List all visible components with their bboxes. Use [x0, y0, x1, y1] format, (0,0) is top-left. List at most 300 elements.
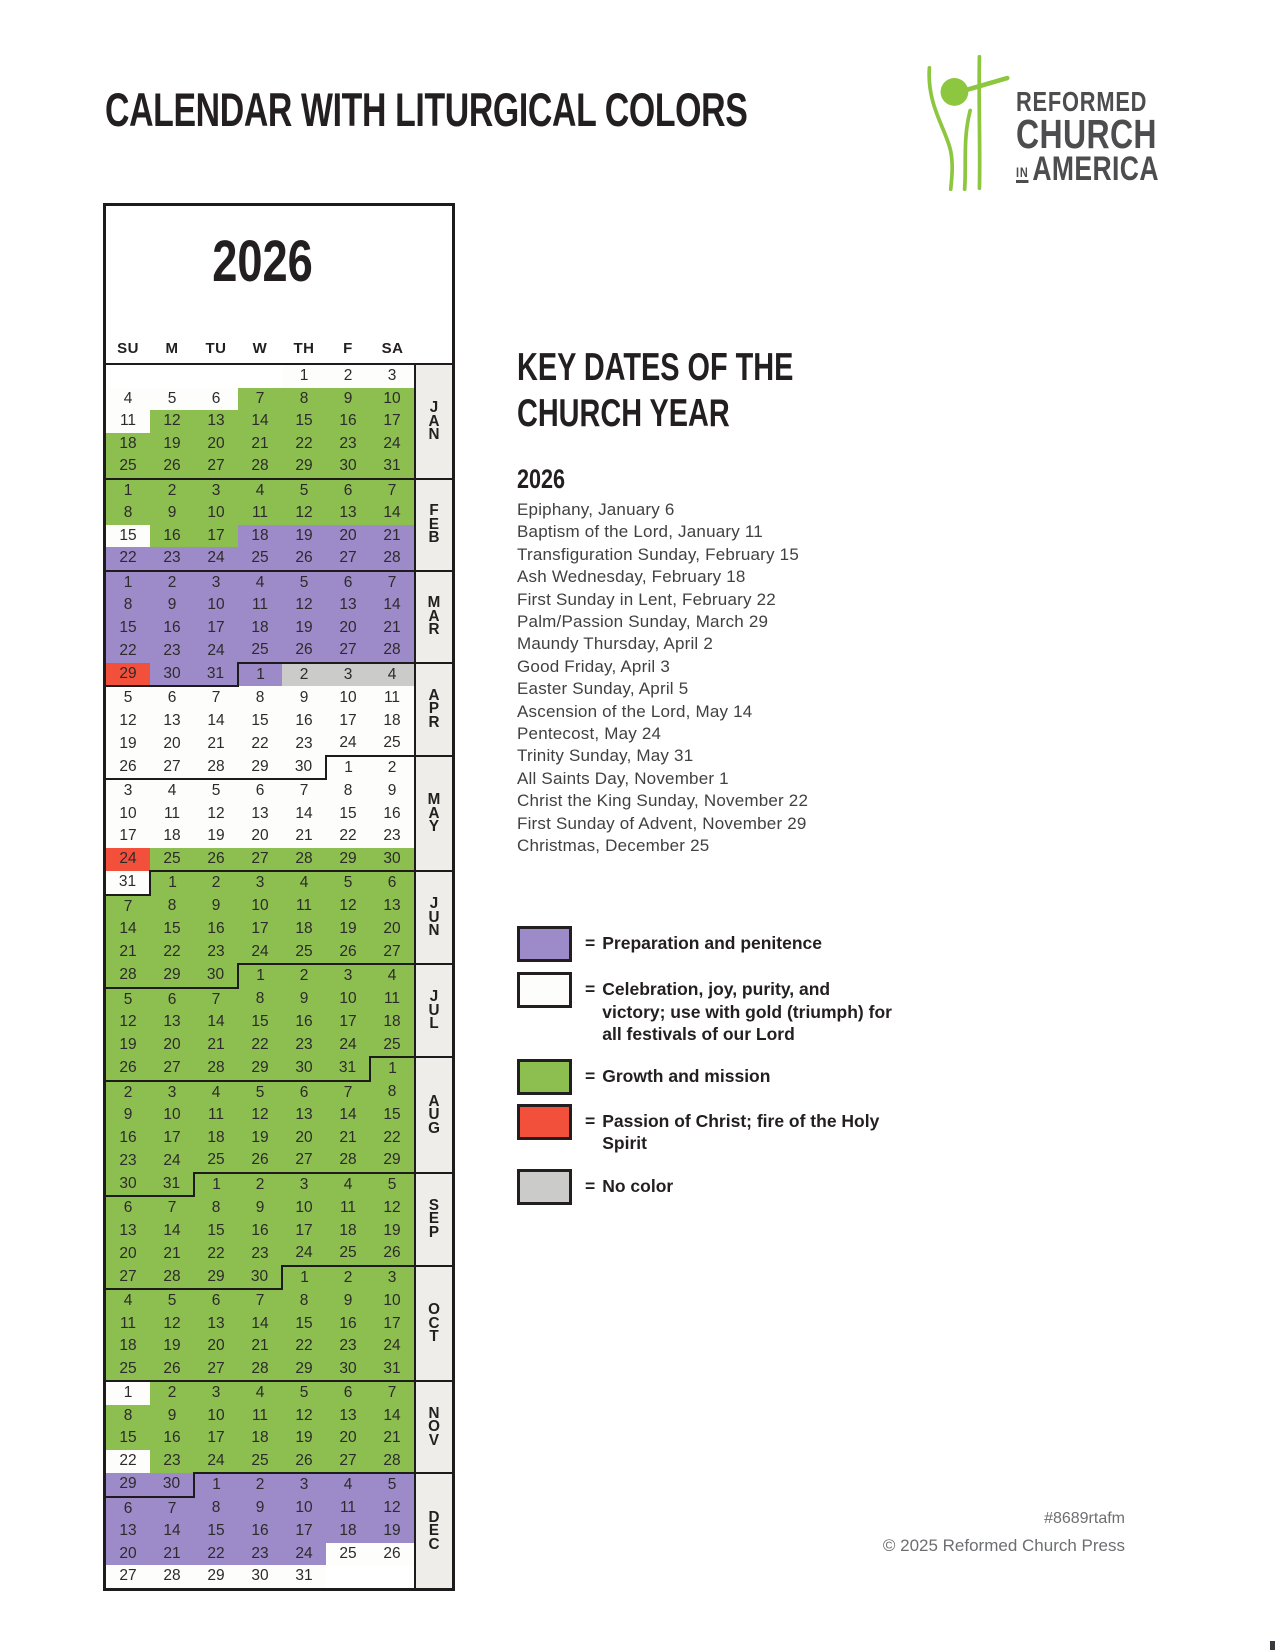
legend-item-white [517, 972, 967, 1046]
day-cell: 18 [150, 825, 194, 848]
day-cell: 27 [370, 941, 415, 965]
legend-swatch-purple [517, 926, 572, 962]
day-cell: 16 [282, 1011, 326, 1034]
day-cell: 7 [194, 988, 238, 1012]
equals-sign: = [585, 1175, 596, 1196]
key-date-item: Epiphany, January 6 [517, 500, 675, 519]
day-cell: 9 [238, 1497, 282, 1521]
day-cell: 3 [370, 364, 415, 388]
key-date-item: All Saints Day, November 1 [517, 768, 729, 788]
day-cell: 14 [106, 918, 150, 941]
day-cell: 5 [106, 988, 150, 1012]
day-cell: 24 [326, 732, 370, 756]
calendar-grid-body [106, 364, 452, 1588]
day-cell: 5 [150, 388, 194, 411]
day-cell: 3 [150, 1081, 194, 1105]
day-cell: 11 [326, 1196, 370, 1220]
day-cell: 23 [150, 547, 194, 571]
day-cell: 4 [370, 663, 415, 687]
day-cell: 16 [326, 410, 370, 433]
day-cell: 3 [326, 964, 370, 988]
day-cell: 7 [370, 479, 415, 503]
month-label-jul: J U L [415, 964, 452, 1057]
day-cell: 22 [282, 1335, 326, 1358]
day-cell: 3 [282, 1473, 326, 1497]
legend-swatch-red [517, 1104, 572, 1140]
calendar-week-row [106, 1520, 452, 1543]
day-cell: 15 [194, 1520, 238, 1543]
equals-sign: = [585, 1065, 596, 1086]
day-cell: 14 [370, 1405, 415, 1428]
day-cell: 9 [194, 895, 238, 919]
day-cell: 24 [282, 1543, 326, 1566]
calendar-week-row [106, 639, 452, 663]
day-cell: 13 [150, 710, 194, 733]
page-title-text: CALENDAR WITH LITURGICAL COLORS [105, 83, 748, 136]
month-label-feb: F E B [415, 479, 452, 571]
calendar-week-row [106, 1266, 452, 1290]
calendar-week-row [106, 364, 452, 388]
day-cell: 24 [238, 941, 282, 965]
logo-line-in-america [1016, 150, 1159, 188]
equals-sign: = [585, 933, 596, 953]
day-cell: 4 [238, 1381, 282, 1405]
day-cell: 15 [106, 525, 150, 548]
day-cell: 8 [106, 594, 150, 617]
day-cell: 19 [370, 1220, 415, 1243]
day-cell: 1 [370, 1057, 415, 1081]
day-cell: 16 [238, 1220, 282, 1243]
day-cell: 28 [238, 455, 282, 479]
calendar-week-row [106, 1034, 452, 1058]
calendar-week-row [106, 1127, 452, 1150]
empty-cell [194, 364, 238, 388]
day-cell: 9 [238, 1196, 282, 1220]
day-cell: 12 [238, 1104, 282, 1127]
legend-swatch-gray [517, 1169, 572, 1205]
day-cell: 25 [150, 848, 194, 872]
day-cell: 21 [150, 1242, 194, 1266]
day-cell: 1 [326, 756, 370, 780]
day-cell: 4 [238, 479, 282, 503]
day-cell: 27 [106, 1266, 150, 1290]
day-cell: 19 [106, 732, 150, 756]
day-header-tu: TU [194, 316, 238, 364]
legend-swatch-white [517, 972, 572, 1008]
day-cell: 6 [150, 988, 194, 1012]
day-cell: 8 [106, 502, 150, 525]
day-cell: 2 [238, 1173, 282, 1197]
day-cell: 2 [326, 1266, 370, 1290]
day-cell: 16 [282, 710, 326, 733]
calendar-week-row [106, 1196, 452, 1220]
day-cell: 30 [370, 848, 415, 872]
day-cell: 15 [238, 710, 282, 733]
logo-text [1016, 50, 1159, 195]
day-cell: 11 [282, 895, 326, 919]
month-label-apr: A P R [415, 663, 452, 756]
day-cell: 26 [150, 455, 194, 479]
day-cell: 15 [106, 617, 150, 640]
legend-label [585, 1059, 770, 1088]
day-cell: 28 [370, 639, 415, 663]
day-cell: 2 [150, 571, 194, 595]
day-cell: 25 [238, 639, 282, 663]
day-cell: 20 [370, 918, 415, 941]
day-cell: 2 [326, 364, 370, 388]
day-cell: 10 [326, 988, 370, 1012]
rca-figure-cross-icon [922, 50, 1010, 195]
month-label-nov: N O V [415, 1381, 452, 1473]
day-cell: 16 [150, 617, 194, 640]
day-cell: 20 [150, 1034, 194, 1058]
day-cell: 21 [150, 1543, 194, 1566]
day-cell: 16 [150, 525, 194, 548]
day-cell: 28 [326, 1149, 370, 1173]
legend-item-gray [517, 1169, 967, 1205]
day-cell: 6 [194, 1289, 238, 1313]
day-cell: 9 [282, 686, 326, 710]
calendar-week-row [106, 1405, 452, 1428]
day-cell: 26 [282, 547, 326, 571]
day-cell: 5 [238, 1081, 282, 1105]
day-cell: 27 [150, 1057, 194, 1081]
day-cell: 26 [106, 1057, 150, 1081]
day-cell: 2 [370, 756, 415, 780]
day-cell: 11 [194, 1104, 238, 1127]
day-cell: 10 [238, 895, 282, 919]
day-cell: 19 [150, 1335, 194, 1358]
day-cell: 13 [282, 1104, 326, 1127]
day-cell: 27 [326, 1450, 370, 1474]
footer [705, 1506, 1125, 1559]
day-cell: 19 [326, 918, 370, 941]
day-cell: 4 [370, 964, 415, 988]
day-cell: 22 [150, 941, 194, 965]
day-cell: 8 [282, 388, 326, 411]
day-cell: 13 [194, 410, 238, 433]
day-cell: 16 [238, 1520, 282, 1543]
day-cell: 30 [194, 964, 238, 988]
day-cell: 12 [282, 1405, 326, 1428]
day-cell: 17 [282, 1220, 326, 1243]
calendar-week-row [106, 1450, 452, 1474]
day-cell: 26 [106, 756, 150, 780]
day-cell: 5 [370, 1173, 415, 1197]
calendar-week-row [106, 502, 452, 525]
day-cell: 17 [194, 525, 238, 548]
day-cell: 29 [282, 1358, 326, 1382]
key-dates-heading-line2: CHURCH YEAR [517, 392, 730, 435]
calendar-week-row [106, 479, 452, 503]
day-cell: 27 [194, 455, 238, 479]
calendar-week-row [106, 1335, 452, 1358]
day-cell: 23 [150, 639, 194, 663]
day-cell: 23 [194, 941, 238, 965]
day-cell: 27 [326, 547, 370, 571]
day-cell: 20 [238, 825, 282, 848]
day-cell: 4 [238, 571, 282, 595]
key-date-item: Good Friday, April 3 [517, 656, 670, 676]
day-cell: 21 [370, 1427, 415, 1450]
day-cell: 18 [370, 1011, 415, 1034]
calendar-week-row [106, 756, 452, 780]
day-cell: 10 [326, 686, 370, 710]
day-cell: 2 [106, 1081, 150, 1105]
day-cell: 28 [106, 964, 150, 988]
day-cell: 26 [370, 1543, 415, 1566]
day-cell: 21 [106, 941, 150, 965]
footer-copyright: © 2025 Reformed Church Press [882, 1536, 1125, 1555]
legend-item-purple [517, 926, 967, 962]
page-title [105, 82, 997, 137]
day-cell: 17 [326, 1011, 370, 1034]
day-cell: 25 [370, 1034, 415, 1058]
calendar-week-row [106, 1381, 452, 1405]
calendar-week-row [106, 525, 452, 548]
key-date-item: Trinity Sunday, May 31 [517, 746, 694, 766]
day-cell: 16 [370, 803, 415, 826]
day-cell: 23 [106, 1149, 150, 1173]
day-cell: 6 [106, 1497, 150, 1521]
day-cell: 30 [238, 1565, 282, 1588]
legend-label [585, 972, 894, 1046]
day-cell: 20 [150, 732, 194, 756]
calendar-week-row [106, 1289, 452, 1313]
day-cell: 4 [194, 1081, 238, 1105]
calendar-week-row [106, 571, 452, 595]
day-cell: 8 [238, 686, 282, 710]
day-cell: 18 [106, 433, 150, 456]
day-cell: 11 [326, 1497, 370, 1521]
key-date-item: Baptism of the Lord, January 11 [517, 522, 763, 542]
day-cell: 14 [326, 1104, 370, 1127]
key-date-item: First Sunday in Lent, February 22 [517, 589, 776, 609]
day-cell: 8 [238, 988, 282, 1012]
day-cell: 12 [326, 895, 370, 919]
calendar-week-row [106, 1057, 452, 1081]
day-cell: 16 [106, 1127, 150, 1150]
day-cell: 4 [282, 871, 326, 895]
key-date-item: Ash Wednesday, February 18 [517, 567, 746, 587]
day-cell: 11 [238, 594, 282, 617]
day-cell: 12 [282, 502, 326, 525]
day-cell: 19 [282, 617, 326, 640]
day-cell: 3 [106, 779, 150, 803]
day-cell: 18 [238, 1427, 282, 1450]
calendar-week-row [106, 594, 452, 617]
day-cell: 24 [370, 1335, 415, 1358]
day-cell: 22 [238, 1034, 282, 1058]
day-cell: 1 [194, 1173, 238, 1197]
day-cell: 28 [194, 1057, 238, 1081]
day-cell: 13 [326, 594, 370, 617]
day-cell: 24 [150, 1149, 194, 1173]
day-cell: 10 [194, 594, 238, 617]
day-cell: 1 [282, 364, 326, 388]
day-cell: 28 [238, 1358, 282, 1382]
day-cell: 29 [238, 756, 282, 780]
day-cell: 23 [238, 1242, 282, 1266]
day-cell: 13 [326, 502, 370, 525]
day-cell: 23 [370, 825, 415, 848]
day-cell: 30 [326, 455, 370, 479]
day-cell: 31 [370, 1358, 415, 1382]
day-cell: 5 [282, 571, 326, 595]
day-cell: 23 [282, 732, 326, 756]
month-label-oct: O C T [415, 1266, 452, 1382]
day-cell: 6 [150, 686, 194, 710]
day-cell: 13 [194, 1313, 238, 1336]
day-cell: 7 [326, 1081, 370, 1105]
day-cell: 8 [194, 1497, 238, 1521]
day-cell: 5 [194, 779, 238, 803]
day-cell: 21 [326, 1127, 370, 1150]
day-cell: 1 [282, 1266, 326, 1290]
day-cell: 3 [194, 1381, 238, 1405]
day-cell: 10 [150, 1104, 194, 1127]
calendar-week-row [106, 964, 452, 988]
day-cell: 29 [326, 848, 370, 872]
calendar-week-row [106, 433, 452, 456]
day-header-th: TH [282, 316, 326, 364]
day-cell: 26 [282, 639, 326, 663]
day-cell: 5 [370, 1473, 415, 1497]
day-cell: 16 [150, 1427, 194, 1450]
scan-artifact [1270, 1641, 1275, 1650]
day-cell: 13 [370, 895, 415, 919]
day-cell: 27 [150, 756, 194, 780]
calendar-week-row [106, 895, 452, 919]
day-cell: 11 [370, 686, 415, 710]
month-label-jun: J U N [415, 871, 452, 964]
day-cell: 18 [326, 1220, 370, 1243]
day-cell: 15 [282, 1313, 326, 1336]
day-cell: 6 [326, 571, 370, 595]
day-cell: 29 [106, 663, 150, 687]
day-cell: 6 [106, 1196, 150, 1220]
day-cell: 27 [106, 1565, 150, 1588]
day-cell: 26 [282, 1450, 326, 1474]
day-cell: 24 [326, 1034, 370, 1058]
day-cell: 29 [282, 455, 326, 479]
day-cell: 25 [326, 1242, 370, 1266]
day-cell: 9 [150, 502, 194, 525]
day-cell: 21 [194, 1034, 238, 1058]
day-cell: 18 [326, 1520, 370, 1543]
day-cell: 8 [370, 1081, 415, 1105]
day-cell: 1 [194, 1473, 238, 1497]
day-cell: 23 [238, 1543, 282, 1566]
day-cell: 7 [370, 571, 415, 595]
equals-sign: = [585, 979, 596, 999]
legend-label [585, 1169, 673, 1198]
day-cell: 10 [282, 1497, 326, 1521]
day-cell: 24 [194, 639, 238, 663]
day-cell: 11 [370, 988, 415, 1012]
calendar-year-title [106, 206, 452, 316]
day-cell: 27 [194, 1358, 238, 1382]
footer-code: #8689rtafm [1044, 1510, 1125, 1527]
day-cell: 18 [194, 1127, 238, 1150]
day-cell: 21 [370, 617, 415, 640]
day-cell: 23 [326, 1335, 370, 1358]
day-cell: 19 [238, 1127, 282, 1150]
day-cell: 5 [326, 871, 370, 895]
day-cell: 28 [370, 1450, 415, 1474]
calendar-week-row [106, 825, 452, 848]
day-cell: 8 [326, 779, 370, 803]
day-cell: 29 [194, 1565, 238, 1588]
day-cell: 9 [106, 1104, 150, 1127]
day-cell: 31 [194, 663, 238, 687]
empty-cell [370, 1565, 415, 1588]
day-cell: 4 [106, 1289, 150, 1313]
month-label-sep: S E P [415, 1173, 452, 1266]
day-cell: 8 [150, 895, 194, 919]
day-cell: 14 [150, 1520, 194, 1543]
calendar-week-row [106, 1543, 452, 1566]
day-cell: 27 [282, 1149, 326, 1173]
empty-cell [106, 364, 150, 388]
day-cell: 25 [238, 547, 282, 571]
day-cell: 18 [370, 710, 415, 733]
day-cell: 22 [282, 433, 326, 456]
day-cell: 1 [238, 964, 282, 988]
day-cell: 14 [238, 410, 282, 433]
day-cell: 12 [150, 1313, 194, 1336]
day-cell: 17 [282, 1520, 326, 1543]
day-cell: 4 [326, 1173, 370, 1197]
day-cell: 13 [326, 1405, 370, 1428]
day-cell: 5 [282, 1381, 326, 1405]
day-cell: 26 [194, 848, 238, 872]
day-cell: 5 [106, 686, 150, 710]
day-cell: 10 [194, 502, 238, 525]
day-cell: 12 [106, 1011, 150, 1034]
color-legend [517, 926, 967, 1205]
key-dates-heading-line1: KEY DATES OF THE [517, 346, 794, 389]
day-cell: 23 [326, 433, 370, 456]
key-dates-year-text: 2026 [517, 464, 566, 494]
day-cell: 23 [150, 1450, 194, 1474]
day-cell: 24 [106, 848, 150, 872]
key-date-item: Ascension of the Lord, May 14 [517, 701, 753, 721]
day-cell: 3 [282, 1173, 326, 1197]
day-cell: 11 [106, 410, 150, 433]
day-cell: 15 [326, 803, 370, 826]
day-cell: 15 [370, 1104, 415, 1127]
calendar-table [106, 206, 452, 1588]
day-cell: 22 [194, 1543, 238, 1566]
day-cell: 9 [150, 594, 194, 617]
day-cell: 22 [106, 547, 150, 571]
calendar-week-row [106, 1565, 452, 1588]
day-cell: 20 [194, 1335, 238, 1358]
day-cell: 11 [238, 502, 282, 525]
calendar-week-row [106, 871, 452, 895]
calendar-week-row [106, 455, 452, 479]
legend-label-text: Celebration, joy, purity, and victory; use with gold (triumph) for all festivals of our Lord [602, 979, 892, 1044]
day-cell: 2 [150, 479, 194, 503]
day-cell: 19 [370, 1520, 415, 1543]
calendar-week-row [106, 617, 452, 640]
day-cell: 3 [194, 479, 238, 503]
calendar-week-row [106, 1149, 452, 1173]
day-cell: 17 [150, 1127, 194, 1150]
day-cell: 9 [282, 988, 326, 1012]
calendar-week-row [106, 1173, 452, 1197]
